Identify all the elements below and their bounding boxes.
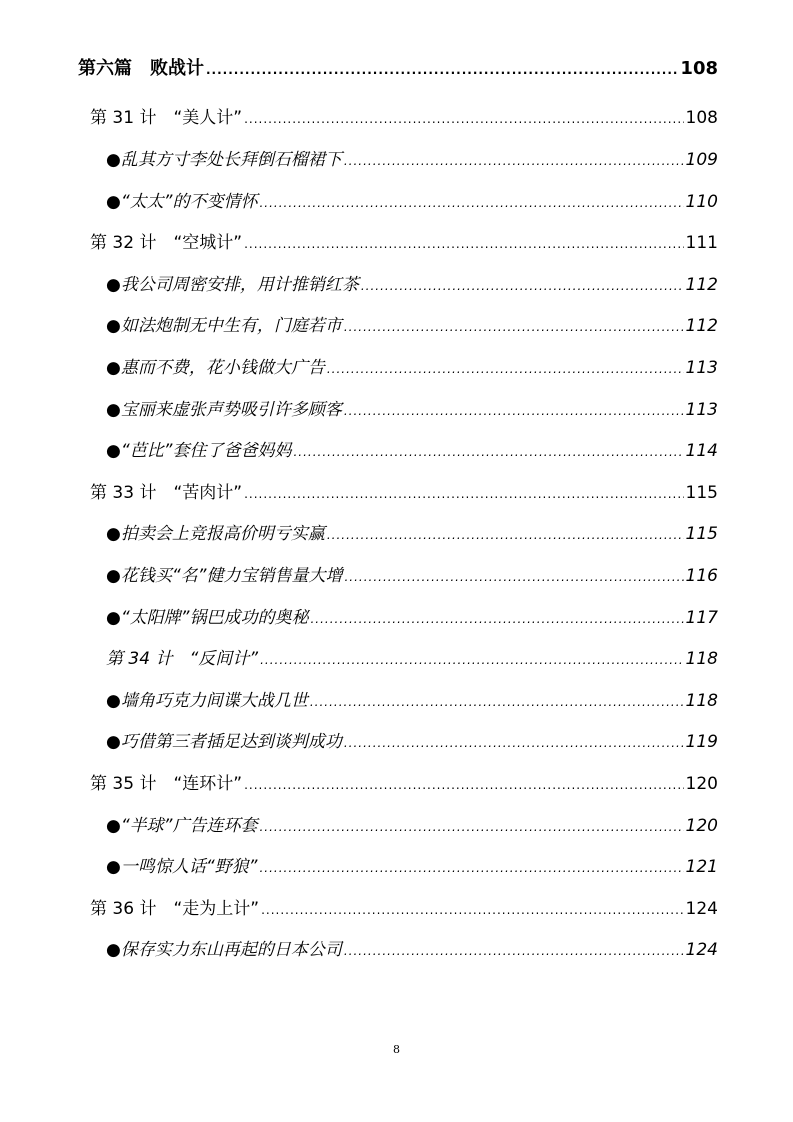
toc-page-number: 115 xyxy=(685,483,718,503)
toc-page-number: 114 xyxy=(685,441,718,461)
dot-leader xyxy=(293,445,683,459)
dot-leader xyxy=(244,112,683,126)
dot-leader xyxy=(344,154,684,168)
dot-leader xyxy=(344,570,683,584)
toc-chapter[interactable] xyxy=(106,644,718,669)
toc-page-number: 111 xyxy=(685,233,718,253)
toc-entry-label: ●“芭比”套住了爸爸妈妈 xyxy=(106,441,292,461)
toc-entry-label: ●保存实力东山再起的日本公司 xyxy=(106,940,342,960)
toc-page-number: 108 xyxy=(680,58,718,79)
toc-entry-label: 第 32 计 “空城计” xyxy=(90,233,243,253)
toc-entry-label: 第 33 计 “苦肉计” xyxy=(90,483,243,503)
toc-page-number: 120 xyxy=(685,816,718,836)
toc-chapter[interactable] xyxy=(90,228,718,253)
dot-leader xyxy=(259,861,683,875)
toc-entry-label: 第六篇 败战计 xyxy=(78,58,204,79)
toc-item[interactable] xyxy=(106,395,718,420)
toc-chapter[interactable] xyxy=(90,769,718,794)
toc-entry-label: 第 34 计 “反间计” xyxy=(106,649,259,669)
dot-leader xyxy=(344,320,684,334)
toc-page-number: 112 xyxy=(685,316,718,336)
toc-entry-label: 第 35 计 “连环计” xyxy=(90,774,243,794)
toc-page-number: 113 xyxy=(685,400,718,420)
toc-item[interactable] xyxy=(106,727,718,752)
toc-item[interactable] xyxy=(106,311,718,336)
dot-leader xyxy=(259,820,683,834)
toc-entry-label: ●“半球”广告连环套 xyxy=(106,816,258,836)
toc-page-number: 116 xyxy=(685,566,718,586)
toc-entry-label: ●“太太”的不变情怀 xyxy=(106,192,258,212)
dot-leader xyxy=(361,279,684,293)
toc-item[interactable] xyxy=(106,852,718,877)
dot-leader xyxy=(244,778,683,792)
toc-item[interactable] xyxy=(106,686,718,711)
toc-entry-label: ●花钱买“名”健力宝销售量大增 xyxy=(106,566,343,586)
toc-chapter[interactable] xyxy=(90,894,718,919)
toc-page-number: 118 xyxy=(685,691,718,711)
toc-page-number: 115 xyxy=(685,524,718,544)
toc-entry-label: ●墙角巧克力间谍大战几世 xyxy=(106,691,308,711)
toc-entry-label: ●拍卖会上竞报高价明亏实赢 xyxy=(106,524,325,544)
dot-leader xyxy=(244,237,683,251)
toc-page-number: 112 xyxy=(685,275,718,295)
dot-leader xyxy=(327,362,684,376)
toc-part-heading[interactable] xyxy=(78,54,718,80)
dot-leader xyxy=(344,944,684,958)
toc-page-number: 109 xyxy=(685,150,718,170)
toc-entry-label: ●一鸣惊人话“野狼” xyxy=(106,857,258,877)
toc-chapter[interactable] xyxy=(90,478,718,503)
toc-page-number: 124 xyxy=(685,899,718,919)
toc-page-number: 118 xyxy=(685,649,718,669)
dot-leader xyxy=(244,487,683,501)
toc-chapter[interactable] xyxy=(90,103,718,128)
toc-page-number: 119 xyxy=(685,732,718,752)
toc-entry-label: 第 36 计 “走为上计” xyxy=(90,899,260,919)
dot-leader xyxy=(259,196,683,210)
toc-page-number: 110 xyxy=(685,192,718,212)
toc-entry-label: ●乱其方寸李处长拜倒石榴裙下 xyxy=(106,150,342,170)
toc-item[interactable] xyxy=(106,187,718,212)
toc-page-number: 113 xyxy=(685,358,718,378)
dot-leader xyxy=(344,736,684,750)
toc-item[interactable] xyxy=(106,603,718,628)
dot-leader xyxy=(261,903,683,917)
toc-page-number: 120 xyxy=(685,774,718,794)
dot-leader xyxy=(310,695,684,709)
dot-leader xyxy=(260,653,683,667)
toc-item[interactable] xyxy=(106,935,718,960)
dot-leader xyxy=(206,63,678,77)
toc-item[interactable] xyxy=(106,811,718,836)
toc-entry-label: ●宝丽来虚张声势吸引许多顾客 xyxy=(106,400,342,420)
toc-page-number: 124 xyxy=(685,940,718,960)
toc-item[interactable] xyxy=(106,270,718,295)
toc-page-number: 117 xyxy=(685,608,718,628)
toc-entry-label: ●巧借第三者插足达到谈判成功 xyxy=(106,732,342,752)
toc-page-number: 108 xyxy=(685,108,718,128)
toc-page-number: 121 xyxy=(685,857,718,877)
toc-item[interactable] xyxy=(106,519,718,544)
page-number-footer: 8 xyxy=(393,1043,400,1056)
toc-entry-label: ●如法炮制无中生有，门庭若市 xyxy=(106,316,342,336)
toc-entry-label: 第 31 计 “美人计” xyxy=(90,108,243,128)
dot-leader xyxy=(344,404,684,418)
toc-entry-label: ●惠而不费，花小钱做大广告 xyxy=(106,358,325,378)
toc-item[interactable] xyxy=(106,561,718,586)
toc-entry-label: ●“太阳牌”锅巴成功的奥秘 xyxy=(106,608,309,628)
dot-leader xyxy=(310,612,683,626)
toc-item[interactable] xyxy=(106,353,718,378)
toc-entry-label: ●我公司周密安排，用计推销红茶 xyxy=(106,275,359,295)
toc-item[interactable] xyxy=(106,145,718,170)
toc-item[interactable] xyxy=(106,436,718,461)
dot-leader xyxy=(327,528,684,542)
